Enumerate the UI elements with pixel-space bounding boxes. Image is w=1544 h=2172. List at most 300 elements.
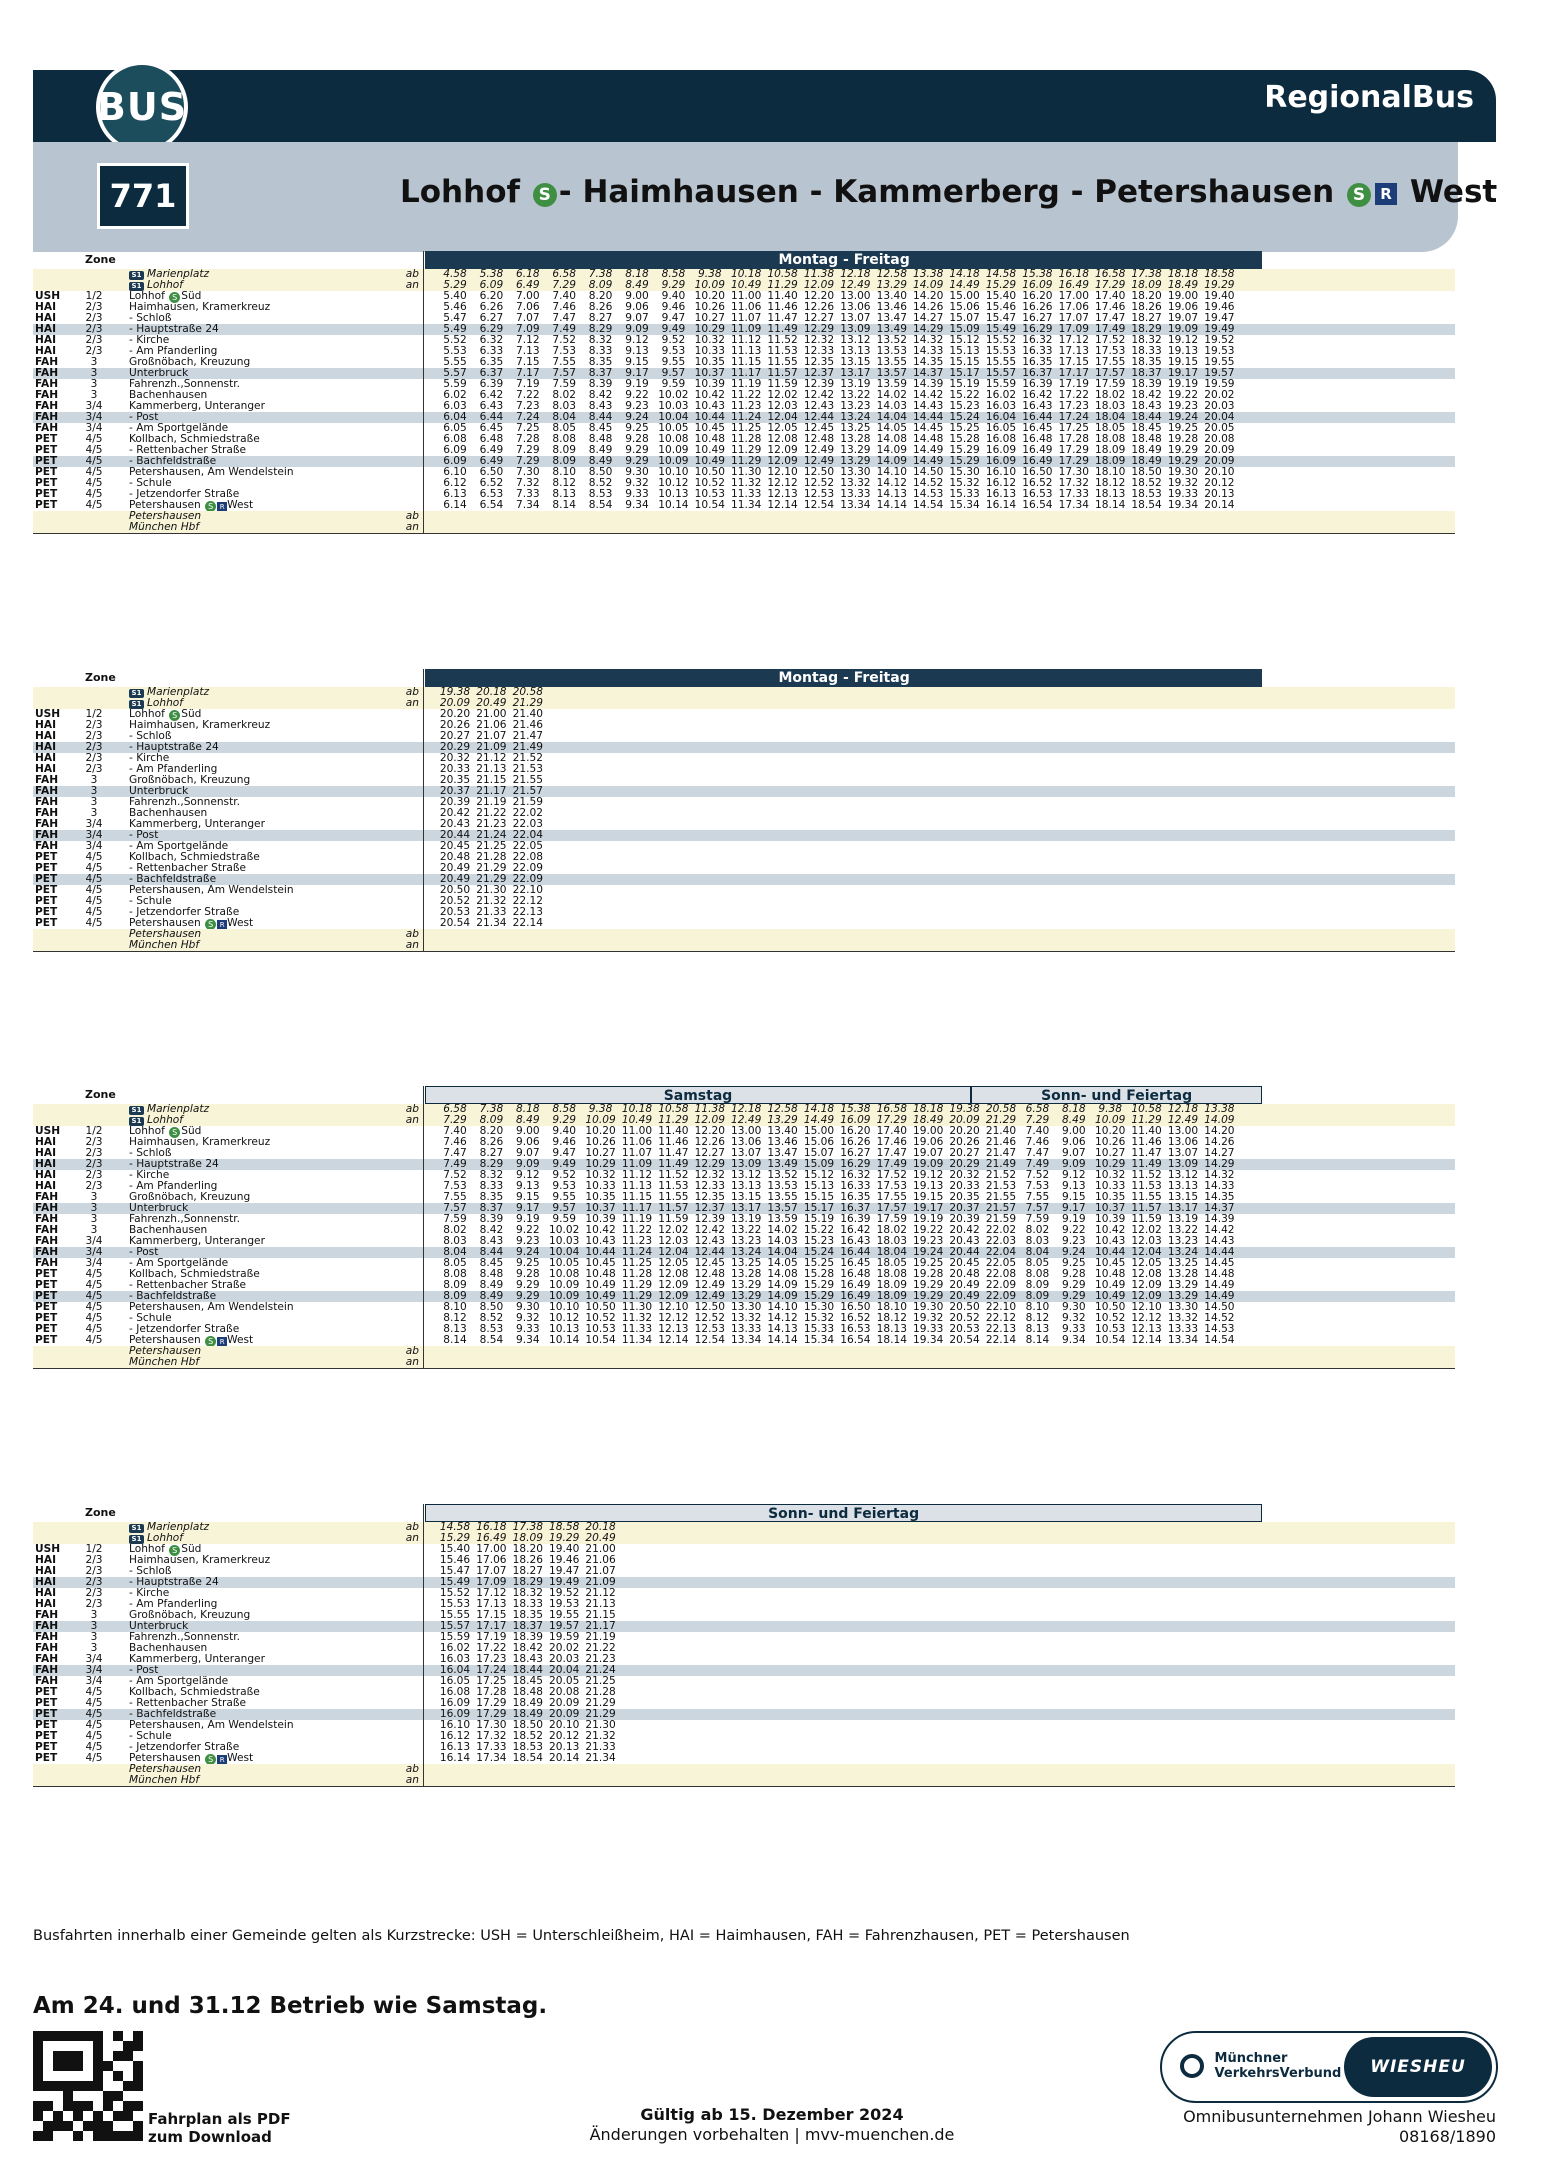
fare-zone: 4/5 (85, 1708, 103, 1720)
municipality-code: PET (35, 862, 58, 874)
departure-time: 7.53 (552, 345, 576, 357)
municipality-code: HAI (35, 1169, 57, 1181)
station-name: Lohhof (147, 1532, 184, 1544)
departure-time: 8.32 (588, 334, 613, 346)
departure-time: 21.22 (476, 807, 507, 819)
municipality-code: PET (35, 488, 58, 500)
fare-zone: 1/2 (85, 1543, 103, 1555)
departure-time: 18.33 (512, 1598, 543, 1610)
stop-label: - Post (129, 411, 159, 423)
municipality-code: HAI (35, 301, 57, 313)
departure-time: 5.49 (443, 323, 467, 335)
departure-time: 20.13 (1204, 488, 1235, 500)
departure-time: 14.09 (913, 279, 944, 291)
download-line-2: zum Download (148, 2128, 272, 2146)
departure-time: 8.54 (479, 1334, 504, 1346)
departure-time: 8.37 (479, 1202, 504, 1214)
departure-time: 17.07 (1058, 312, 1089, 324)
stop-label: Petershausen, Am Wendelstein (129, 466, 294, 478)
municipality-code: HAI (35, 1587, 57, 1599)
departure-time: 18.09 (1131, 279, 1162, 291)
departure-time: 12.08 (1131, 1268, 1162, 1280)
departure-time: 11.30 (621, 1301, 653, 1313)
departure-time: 7.23 (516, 400, 540, 412)
departure-time: 20.12 (1204, 477, 1235, 489)
municipality-code: FAH (35, 1631, 59, 1643)
stop-label: Lohhof (129, 1125, 165, 1137)
stop-name (129, 885, 419, 896)
departure-time: 19.23 (1167, 400, 1199, 412)
departure-time: 18.13 (1095, 488, 1126, 500)
departure-time: 17.52 (876, 1169, 907, 1181)
stop-label: Fahrenzh.,Sonnenstr. (129, 796, 240, 808)
departure-time: 9.00 (1062, 1125, 1086, 1137)
departure-time: 11.33 (731, 488, 762, 500)
departure-time: 9.07 (516, 1147, 540, 1159)
departure-time: 7.28 (516, 433, 540, 445)
stop-label: - Am Sportgelände (129, 840, 229, 852)
zone-note: Busfahrten innerhalb einer Gemeinde gelten als Kurzstrecke: USH = Unterschleißheim, HAI = Haimhausen, FAH = Fahrenzhausen, PET = Petershausen (33, 1928, 1130, 1944)
stop-label: - Rettenbacher Straße (129, 1697, 247, 1709)
departure-time: 16.27 (840, 1147, 871, 1159)
departure-time: 13.09 (840, 323, 871, 335)
departure-time: 10.50 (694, 466, 725, 478)
stop-label: - Jetzendorfer Straße (129, 488, 240, 500)
departure-time: 15.34 (949, 499, 980, 511)
fare-zone: 3/4 (85, 1257, 103, 1269)
departure-time: 12.37 (694, 1202, 725, 1214)
departure-time: 15.29 (439, 1532, 471, 1544)
departure-time: 9.33 (1062, 1323, 1086, 1335)
stop-suffix: Süd (181, 1125, 202, 1137)
departure-time: 7.19 (516, 378, 540, 390)
departure-time: 10.12 (549, 1312, 580, 1324)
departure-time: 8.18 (516, 1103, 540, 1115)
departure-time: 18.08 (1095, 433, 1126, 445)
departure-time: 16.39 (840, 1213, 871, 1225)
municipality-code: FAH (35, 1224, 59, 1236)
departure-time: 10.09 (549, 1279, 580, 1291)
departure-time: 9.00 (516, 1125, 540, 1137)
column-divider (423, 1504, 424, 1786)
departure-time: 11.30 (731, 466, 762, 478)
departure-time: 11.59 (1131, 1213, 1162, 1225)
departure-time: 18.33 (1131, 345, 1162, 357)
departure-time: 20.09 (949, 1114, 980, 1126)
fare-zone: 4/5 (85, 862, 103, 874)
s-bahn-icon: S (205, 501, 216, 512)
departure-time: 7.29 (1025, 1114, 1050, 1126)
departure-time: 9.38 (1098, 1103, 1122, 1115)
departure-time: 13.25 (840, 422, 871, 434)
stop-label: Lohhof (129, 290, 165, 302)
station-name: Marienplatz (147, 1521, 210, 1533)
departure-time: 14.39 (913, 378, 944, 390)
departure-time: 20.50 (439, 884, 471, 896)
departure-time: 6.09 (479, 279, 504, 291)
departure-time: 19.29 (913, 1279, 944, 1291)
departure-time: 8.14 (1025, 1334, 1050, 1346)
departure-time: 8.26 (479, 1136, 504, 1148)
departure-time: 9.25 (516, 1257, 540, 1269)
stop-label: - Schloß (129, 1565, 172, 1577)
s1-line-icon: S1 (129, 689, 144, 698)
departure-time: 8.09 (1025, 1279, 1050, 1291)
departure-time: 10.35 (1095, 1191, 1126, 1203)
departure-time: 21.09 (476, 741, 507, 753)
departure-time: 10.29 (694, 323, 725, 335)
arrival-departure-flag: ab (405, 686, 419, 698)
municipality-code: FAH (35, 1235, 59, 1247)
departure-time: 21.00 (476, 708, 507, 720)
municipality-code: PET (35, 455, 58, 467)
stop-label: Lohhof (129, 1543, 165, 1555)
departure-time: 8.04 (1025, 1246, 1050, 1258)
stop-label: - Bachfeldstraße (129, 873, 217, 885)
departure-time: 6.18 (516, 268, 540, 280)
departure-time: 9.19 (625, 378, 649, 390)
connection-row (33, 522, 1455, 533)
departure-time: 8.10 (1025, 1301, 1050, 1313)
fare-zone: 3/4 (85, 1675, 103, 1687)
departure-time: 15.57 (985, 367, 1017, 379)
route-destination: West (1409, 174, 1498, 210)
fare-zone: 1/2 (85, 708, 103, 720)
municipality-code: HAI (35, 741, 57, 753)
departure-time: 15.55 (985, 356, 1017, 368)
departure-time: 8.33 (479, 1180, 504, 1192)
departure-time: 12.52 (694, 1312, 725, 1324)
fare-zone: 2/3 (85, 730, 103, 742)
departure-time: 8.58 (552, 1103, 576, 1115)
fare-zone: 3/4 (85, 818, 103, 830)
departure-time: 15.25 (949, 422, 980, 434)
departure-time: 13.29 (1167, 1279, 1199, 1291)
departure-time: 11.34 (731, 499, 762, 511)
departure-time: 15.53 (439, 1598, 471, 1610)
departure-time: 6.13 (443, 488, 467, 500)
departure-time: 18.45 (1131, 422, 1162, 434)
departure-time: 16.53 (840, 1323, 871, 1335)
departure-time: 13.17 (1167, 1202, 1199, 1214)
departure-time: 14.58 (439, 1521, 471, 1533)
table-row (33, 1654, 1455, 1665)
departure-time: 11.40 (1131, 1125, 1162, 1137)
municipality-code: HAI (35, 1180, 57, 1192)
departure-time: 21.40 (512, 708, 543, 720)
departure-time: 15.57 (439, 1620, 471, 1632)
departure-time: 11.40 (658, 1125, 689, 1137)
municipality-code: HAI (35, 719, 57, 731)
fare-zone: 4/5 (85, 499, 103, 511)
departure-time: 16.09 (439, 1697, 471, 1709)
arrival-departure-flag: an (405, 1774, 419, 1786)
municipality-code: HAI (35, 323, 57, 335)
fare-zone: 2/3 (85, 1169, 103, 1181)
departure-time: 8.02 (552, 389, 576, 401)
fare-zone: 4/5 (85, 873, 103, 885)
departure-time: 9.24 (625, 411, 649, 423)
departure-time: 7.46 (443, 1136, 467, 1148)
departure-time: 9.13 (516, 1180, 540, 1192)
departure-time: 13.28 (1167, 1268, 1199, 1280)
departure-time: 17.29 (1058, 444, 1089, 456)
departure-time: 12.09 (767, 455, 798, 467)
stop-name (129, 1555, 419, 1566)
departure-time: 19.57 (1204, 367, 1235, 379)
wiesheu-logo: WIESHEU (1344, 2037, 1492, 2097)
departure-time: 18.48 (512, 1686, 543, 1698)
arrival-departure-flag: ab (405, 1103, 419, 1115)
departure-time: 12.39 (694, 1213, 725, 1225)
departure-time: 10.53 (1095, 1323, 1126, 1335)
departure-time: 14.44 (1204, 1246, 1235, 1258)
departure-time: 6.58 (1025, 1103, 1050, 1115)
departure-time: 20.44 (439, 829, 471, 841)
departure-time: 22.12 (512, 895, 543, 907)
departure-time: 14.33 (913, 345, 944, 357)
departure-time: 15.00 (803, 1125, 835, 1137)
departure-time: 10.09 (658, 455, 689, 467)
s-bahn-icon: S (205, 919, 216, 930)
departure-time: 9.09 (625, 323, 649, 335)
departure-time: 17.49 (876, 1158, 907, 1170)
departure-time: 13.38 (913, 268, 944, 280)
departure-time: 7.22 (516, 389, 540, 401)
municipality-code: PET (35, 873, 58, 885)
departure-time: 13.12 (731, 1169, 762, 1181)
departure-time: 20.54 (949, 1334, 980, 1346)
municipality-code: PET (35, 1741, 58, 1753)
departure-time: 7.07 (516, 312, 540, 324)
departure-time: 19.55 (549, 1609, 580, 1621)
departure-time: 19.23 (913, 1235, 944, 1247)
departure-time: 15.17 (803, 1202, 835, 1214)
departure-time: 13.46 (767, 1136, 798, 1148)
departure-time: 12.53 (694, 1323, 725, 1335)
departure-time: 15.00 (949, 290, 980, 302)
municipality-code: PET (35, 895, 58, 907)
departure-time: 12.09 (658, 1290, 689, 1302)
departure-time: 21.06 (476, 719, 507, 731)
departure-time: 7.33 (516, 488, 540, 500)
departure-time: 17.52 (1095, 334, 1126, 346)
departure-time: 20.03 (549, 1653, 580, 1665)
departure-time: 14.50 (1204, 1301, 1235, 1313)
departure-time: 8.50 (588, 466, 613, 478)
table-row (33, 720, 1455, 731)
departure-time: 8.29 (588, 323, 613, 335)
departure-time: 12.44 (694, 1246, 725, 1258)
departure-time: 11.38 (694, 1103, 725, 1115)
departure-time: 17.06 (476, 1554, 507, 1566)
departure-time: 10.18 (621, 1103, 653, 1115)
departure-time: 18.43 (512, 1653, 543, 1665)
departure-time: 10.05 (549, 1257, 580, 1269)
municipality-code: HAI (35, 1565, 57, 1577)
departure-time: 12.32 (803, 334, 835, 346)
departure-time: 18.52 (1131, 477, 1162, 489)
departure-time: 11.19 (731, 378, 762, 390)
departure-time: 20.05 (549, 1675, 580, 1687)
fare-zone: 2/3 (85, 1598, 103, 1610)
table-row (33, 1555, 1455, 1566)
departure-time: 6.04 (443, 411, 467, 423)
fare-zone: 3/4 (85, 400, 103, 412)
table-row (33, 1698, 1455, 1709)
departure-time: 13.07 (1167, 1147, 1199, 1159)
departure-time: 7.34 (516, 499, 540, 511)
departure-time: 10.49 (731, 279, 762, 291)
departure-time: 13.59 (767, 1213, 798, 1225)
table-row (33, 1566, 1455, 1577)
departure-time: 7.32 (516, 477, 540, 489)
departure-time: 9.55 (661, 356, 686, 368)
fare-zone: 2/3 (85, 1576, 103, 1588)
departure-time: 10.49 (1095, 1290, 1126, 1302)
departure-time: 12.49 (731, 1114, 762, 1126)
stop-name (129, 1654, 419, 1665)
departure-time: 17.32 (476, 1730, 507, 1742)
fare-zone: 3 (90, 1202, 98, 1214)
departure-time: 17.55 (876, 1191, 907, 1203)
departure-time: 19.32 (913, 1312, 944, 1324)
departure-time: 19.12 (1167, 334, 1199, 346)
fare-zone: 2/3 (85, 752, 103, 764)
departure-time: 8.08 (1025, 1268, 1050, 1280)
departure-time: 8.03 (552, 400, 576, 412)
stop-label: Bachenhausen (129, 389, 208, 401)
departure-time: 8.10 (552, 466, 576, 478)
departure-time: 17.34 (476, 1752, 507, 1764)
departure-time: 20.26 (949, 1136, 980, 1148)
departure-time: 15.28 (803, 1268, 835, 1280)
departure-time: 6.20 (479, 290, 504, 302)
departure-time: 14.18 (949, 268, 980, 280)
departure-time: 10.49 (621, 1114, 653, 1126)
arrival-departure-flag: ab (405, 268, 419, 280)
departure-time: 11.09 (621, 1158, 653, 1170)
timetable-block (33, 1086, 1455, 1368)
stop-label: Haimhausen, Kramerkreuz (129, 719, 271, 731)
departure-time: 22.13 (512, 906, 543, 918)
departure-time: 19.33 (913, 1323, 944, 1335)
departure-time: 12.08 (658, 1268, 689, 1280)
fare-zone: 2/3 (85, 334, 103, 346)
departure-time: 13.52 (767, 1169, 798, 1181)
departure-time: 9.00 (625, 290, 649, 302)
departure-time: 18.03 (876, 1235, 907, 1247)
departure-time: 9.22 (516, 1224, 540, 1236)
table-row (33, 896, 1455, 907)
departure-time: 21.28 (476, 851, 507, 863)
municipality-code: FAH (35, 1675, 59, 1687)
stop-label: - Hauptstraße 24 (129, 1158, 219, 1170)
departure-time: 8.09 (552, 444, 576, 456)
departure-time: 13.19 (1167, 1213, 1199, 1225)
table-row (33, 819, 1455, 830)
stop-label: - Jetzendorfer Straße (129, 906, 240, 918)
departure-time: 14.53 (1204, 1323, 1235, 1335)
station-name: Marienplatz (147, 1103, 210, 1115)
departure-time: 14.52 (913, 477, 944, 489)
departure-time: 13.34 (1167, 1334, 1199, 1346)
departure-time: 14.45 (913, 422, 944, 434)
fare-zone: 2/3 (85, 323, 103, 335)
departure-time: 18.05 (876, 1257, 907, 1269)
departure-time: 21.33 (476, 906, 507, 918)
departure-time: 18.02 (1095, 389, 1126, 401)
departure-time: 20.35 (949, 1191, 980, 1203)
departure-time: 21.06 (585, 1554, 616, 1566)
stop-label: - Am Sportgelände (129, 1257, 229, 1269)
departure-time: 21.52 (985, 1169, 1017, 1181)
departure-time: 17.40 (1095, 290, 1126, 302)
departure-time: 17.13 (476, 1598, 507, 1610)
departure-time: 22.10 (512, 884, 543, 896)
departure-time: 15.29 (985, 279, 1017, 291)
departure-time: 20.45 (439, 840, 471, 852)
departure-time: 15.46 (439, 1554, 471, 1566)
departure-time: 19.17 (913, 1202, 944, 1214)
table-row (33, 852, 1455, 863)
departure-time: 15.34 (803, 1334, 835, 1346)
departure-time: 16.08 (439, 1686, 471, 1698)
departure-time: 8.26 (588, 301, 613, 313)
departure-time: 20.33 (949, 1180, 980, 1192)
departure-time: 16.49 (840, 1279, 871, 1291)
departure-time: 19.33 (1167, 488, 1199, 500)
departure-time: 19.28 (913, 1268, 944, 1280)
departure-time: 9.13 (1062, 1180, 1086, 1192)
departure-time: 13.32 (840, 477, 871, 489)
departure-time: 12.18 (840, 268, 871, 280)
departure-time: 11.15 (731, 356, 762, 368)
departure-time: 16.10 (439, 1719, 471, 1731)
departure-time: 14.43 (913, 400, 944, 412)
departure-time: 20.54 (439, 917, 471, 929)
departure-time: 11.49 (658, 1158, 689, 1170)
departure-time: 20.39 (439, 796, 471, 808)
departure-time: 16.52 (1022, 477, 1053, 489)
departure-time: 18.03 (1095, 400, 1126, 412)
connection-row (33, 940, 1455, 951)
departure-time: 17.33 (1058, 488, 1089, 500)
departure-time: 8.49 (479, 1290, 504, 1302)
connection-station: Petershausen (129, 928, 202, 940)
stop-label: - Jetzendorfer Straße (129, 1323, 240, 1335)
departure-time: 20.49 (476, 697, 507, 709)
departure-time: 16.14 (439, 1752, 471, 1764)
departure-time: 17.29 (876, 1114, 907, 1126)
fare-zone: 4/5 (85, 1741, 103, 1753)
departure-time: 13.40 (767, 1125, 798, 1137)
departure-time: 8.12 (443, 1312, 467, 1324)
block-divider (33, 533, 1455, 534)
stop-suffix: West (227, 1334, 254, 1346)
departure-time: 19.40 (1204, 290, 1235, 302)
departure-time: 6.58 (443, 1103, 467, 1115)
departure-time: 8.20 (479, 1125, 504, 1137)
departure-time: 13.23 (840, 400, 871, 412)
regional-train-icon: R (1375, 183, 1397, 205)
departure-time: 20.39 (949, 1213, 980, 1225)
arrival-departure-flag: ab (405, 510, 419, 522)
municipality-code: PET (35, 466, 58, 478)
departure-time: 8.08 (552, 433, 576, 445)
departure-time: 10.48 (585, 1268, 616, 1280)
departure-time: 15.46 (985, 301, 1017, 313)
